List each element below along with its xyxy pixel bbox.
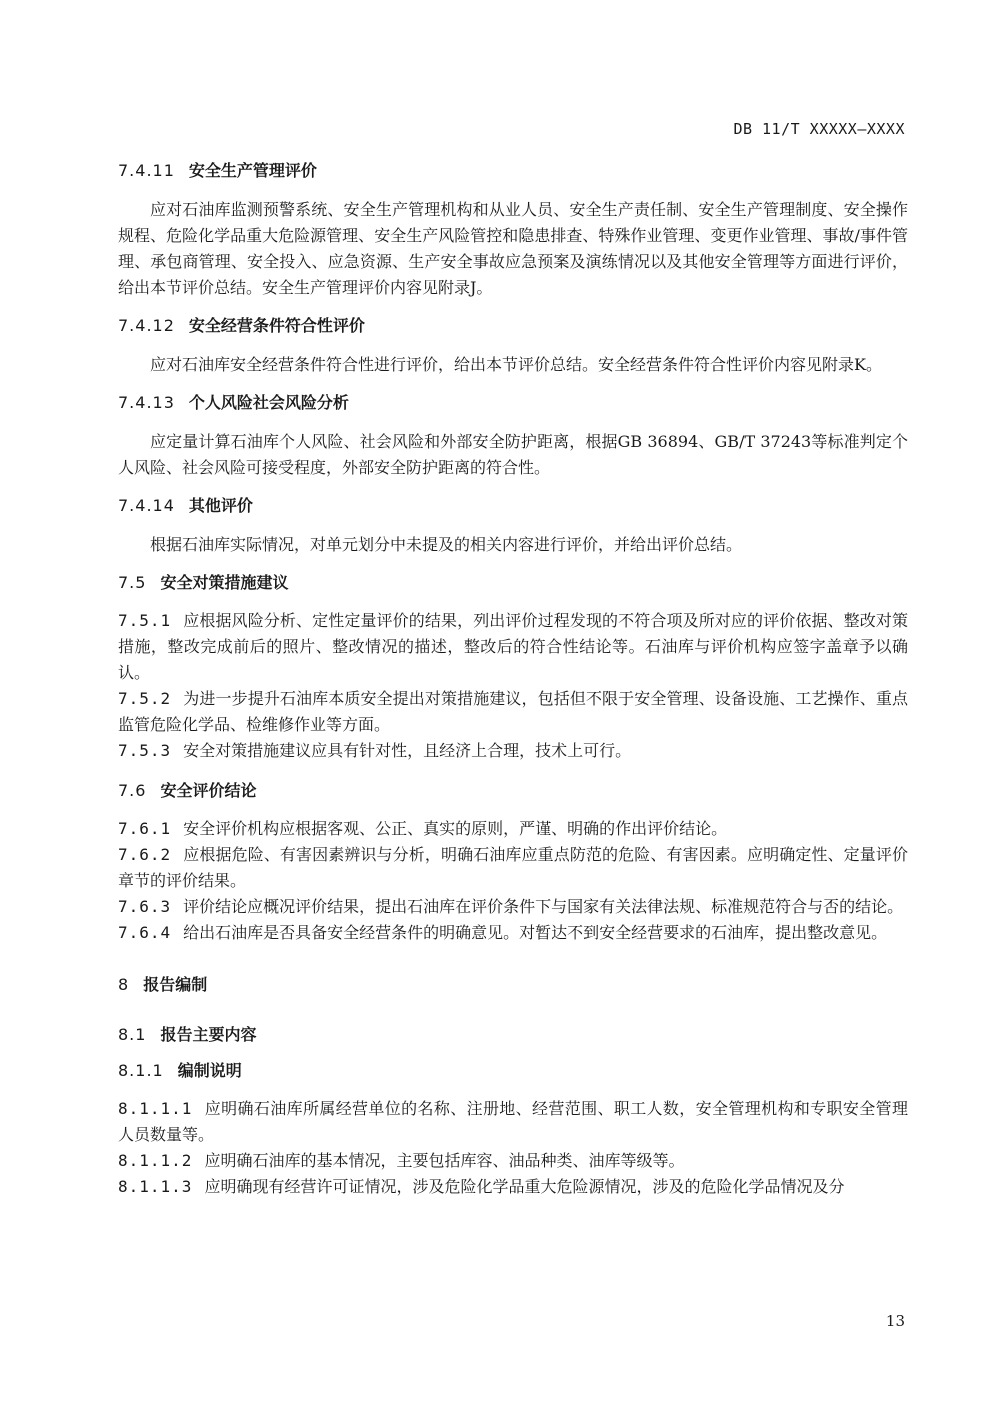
item-number: 7.6.2 [118,845,172,864]
heading-title: 报告主要内容 [160,1025,257,1044]
item-text: 安全评价机构应根据客观、公正、真实的原则，严谨、明确的作出评价结论。 [183,819,728,838]
heading-number: 7.6 [118,781,147,800]
item-number: 7.5.3 [118,741,172,760]
paragraph-7-4-11: 应对石油库监测预警系统、安全生产管理机构和从业人员、安全生产责任制、安全生产管理制度、安全操作规程、危险化学品重大危险源管理、安全生产风险管控和隐患排查、特殊作业管理、变更作业管理、事故/事件管理、承包商管理、安全投入、应急资源、生产安全事故应急预案及演练情况以及其他安全管理等方面进行评价，给出本节评价总结。安全生产管理评价内容见附录J。 [118,200,908,297]
item-text: 应根据危险、有害因素辨识与分析，明确石油库应重点防范的危险、有害因素。应明确定性、定量评价章节的评价结果。 [118,845,908,890]
list-item [118,842,908,894]
item-number: 8.1.1.3 [118,1177,193,1196]
list-item [118,608,908,686]
heading-title: 安全生产管理评价 [188,161,317,180]
paragraph-7-4-14: 根据石油库实际情况，对单元划分中未提及的相关内容进行评价，并给出评价总结。 [150,535,743,554]
heading-8-1 [118,1022,908,1048]
item-number: 7.5.2 [118,689,172,708]
heading-8 [118,972,908,998]
list-item [118,686,908,738]
list-item [118,894,908,920]
list-8-1-1 [118,1096,908,1200]
heading-number: 8.1.1 [118,1061,164,1080]
heading-7-4-12 [118,313,908,339]
item-text: 应明确现有经营许可证情况，涉及危险化学品重大危险源情况，涉及的危险化学品情况及分 [204,1177,845,1196]
heading-number: 8.1 [118,1025,147,1044]
paragraph-7-4-12: 应对石油库安全经营条件符合性进行评价，给出本节评价总结。安全经营条件符合性评价内容见附录K。 [150,355,882,374]
heading-number: 7.5 [118,573,147,592]
item-number: 8.1.1.2 [118,1151,193,1170]
item-number: 7.5.1 [118,611,172,630]
item-text: 应根据风险分析、定性定量评价的结果，列出评价过程发现的不符合项及所对应的评价依据、整改对策措施，整改完成前后的照片、整改情况的描述，整改后的符合性结论等。石油库与评价机构应签字盖章予以确认。 [118,611,908,682]
item-number: 8.1.1.1 [118,1099,193,1118]
list-7-5 [118,608,908,764]
heading-number: 8 [118,975,130,994]
item-text: 安全对策措施建议应具有针对性，且经济上合理，技术上可行。 [183,741,632,760]
item-number: 7.6.4 [118,923,172,942]
list-item [118,1174,908,1200]
page-content [118,158,908,1200]
list-item [118,1096,908,1148]
heading-title: 其他评价 [188,496,253,515]
heading-title: 报告编制 [143,975,208,994]
heading-7-5 [118,570,908,596]
heading-title: 安全评价结论 [160,781,257,800]
page-number: 13 [885,1312,905,1330]
heading-7-4-14 [118,493,908,519]
heading-7-4-11 [118,158,908,184]
item-text: 评价结论应概况评价结果，提出石油库在评价条件下与国家有关法律法规、标准规范符合与否的结论。 [183,897,904,916]
heading-title: 个人风险社会风险分析 [188,393,349,412]
list-item [118,1148,908,1174]
heading-title: 安全经营条件符合性评价 [188,316,365,335]
item-text: 给出石油库是否具备安全经营条件的明确意见。对暂达不到安全经营要求的石油库，提出整改意见。 [183,923,888,942]
list-item [118,920,908,946]
document-id-header: DB 11/T XXXXX—XXXX [733,120,905,138]
heading-number: 7.4.12 [118,316,175,335]
item-text: 为进一步提升石油库本质安全提出对策措施建议，包括但不限于安全管理、设备设施、工艺操作、重点监管危险化学品、检维修作业等方面。 [118,689,908,734]
item-number: 7.6.3 [118,897,172,916]
heading-number: 7.4.11 [118,161,175,180]
heading-number: 7.4.13 [118,393,175,412]
heading-number: 7.4.14 [118,496,175,515]
heading-7-4-13 [118,390,908,416]
list-7-6 [118,816,908,946]
paragraph-7-4-13: 应定量计算石油库个人风险、社会风险和外部安全防护距离，根据GB 36894、GB/T 37243等标准判定个人风险、社会风险可接受程度，外部安全防护距离的符合性。 [118,432,908,477]
list-item [118,738,908,764]
list-item [118,816,908,842]
heading-title: 编制说明 [177,1061,242,1080]
heading-7-6 [118,778,908,804]
heading-title: 安全对策措施建议 [160,573,289,592]
item-text: 应明确石油库的基本情况，主要包括库容、油品种类、油库等级等。 [204,1151,685,1170]
item-number: 7.6.1 [118,819,172,838]
item-text: 应明确石油库所属经营单位的名称、注册地、经营范围、职工人数，安全管理机构和专职安全管理人员数量等。 [118,1099,908,1144]
heading-8-1-1 [118,1058,908,1084]
